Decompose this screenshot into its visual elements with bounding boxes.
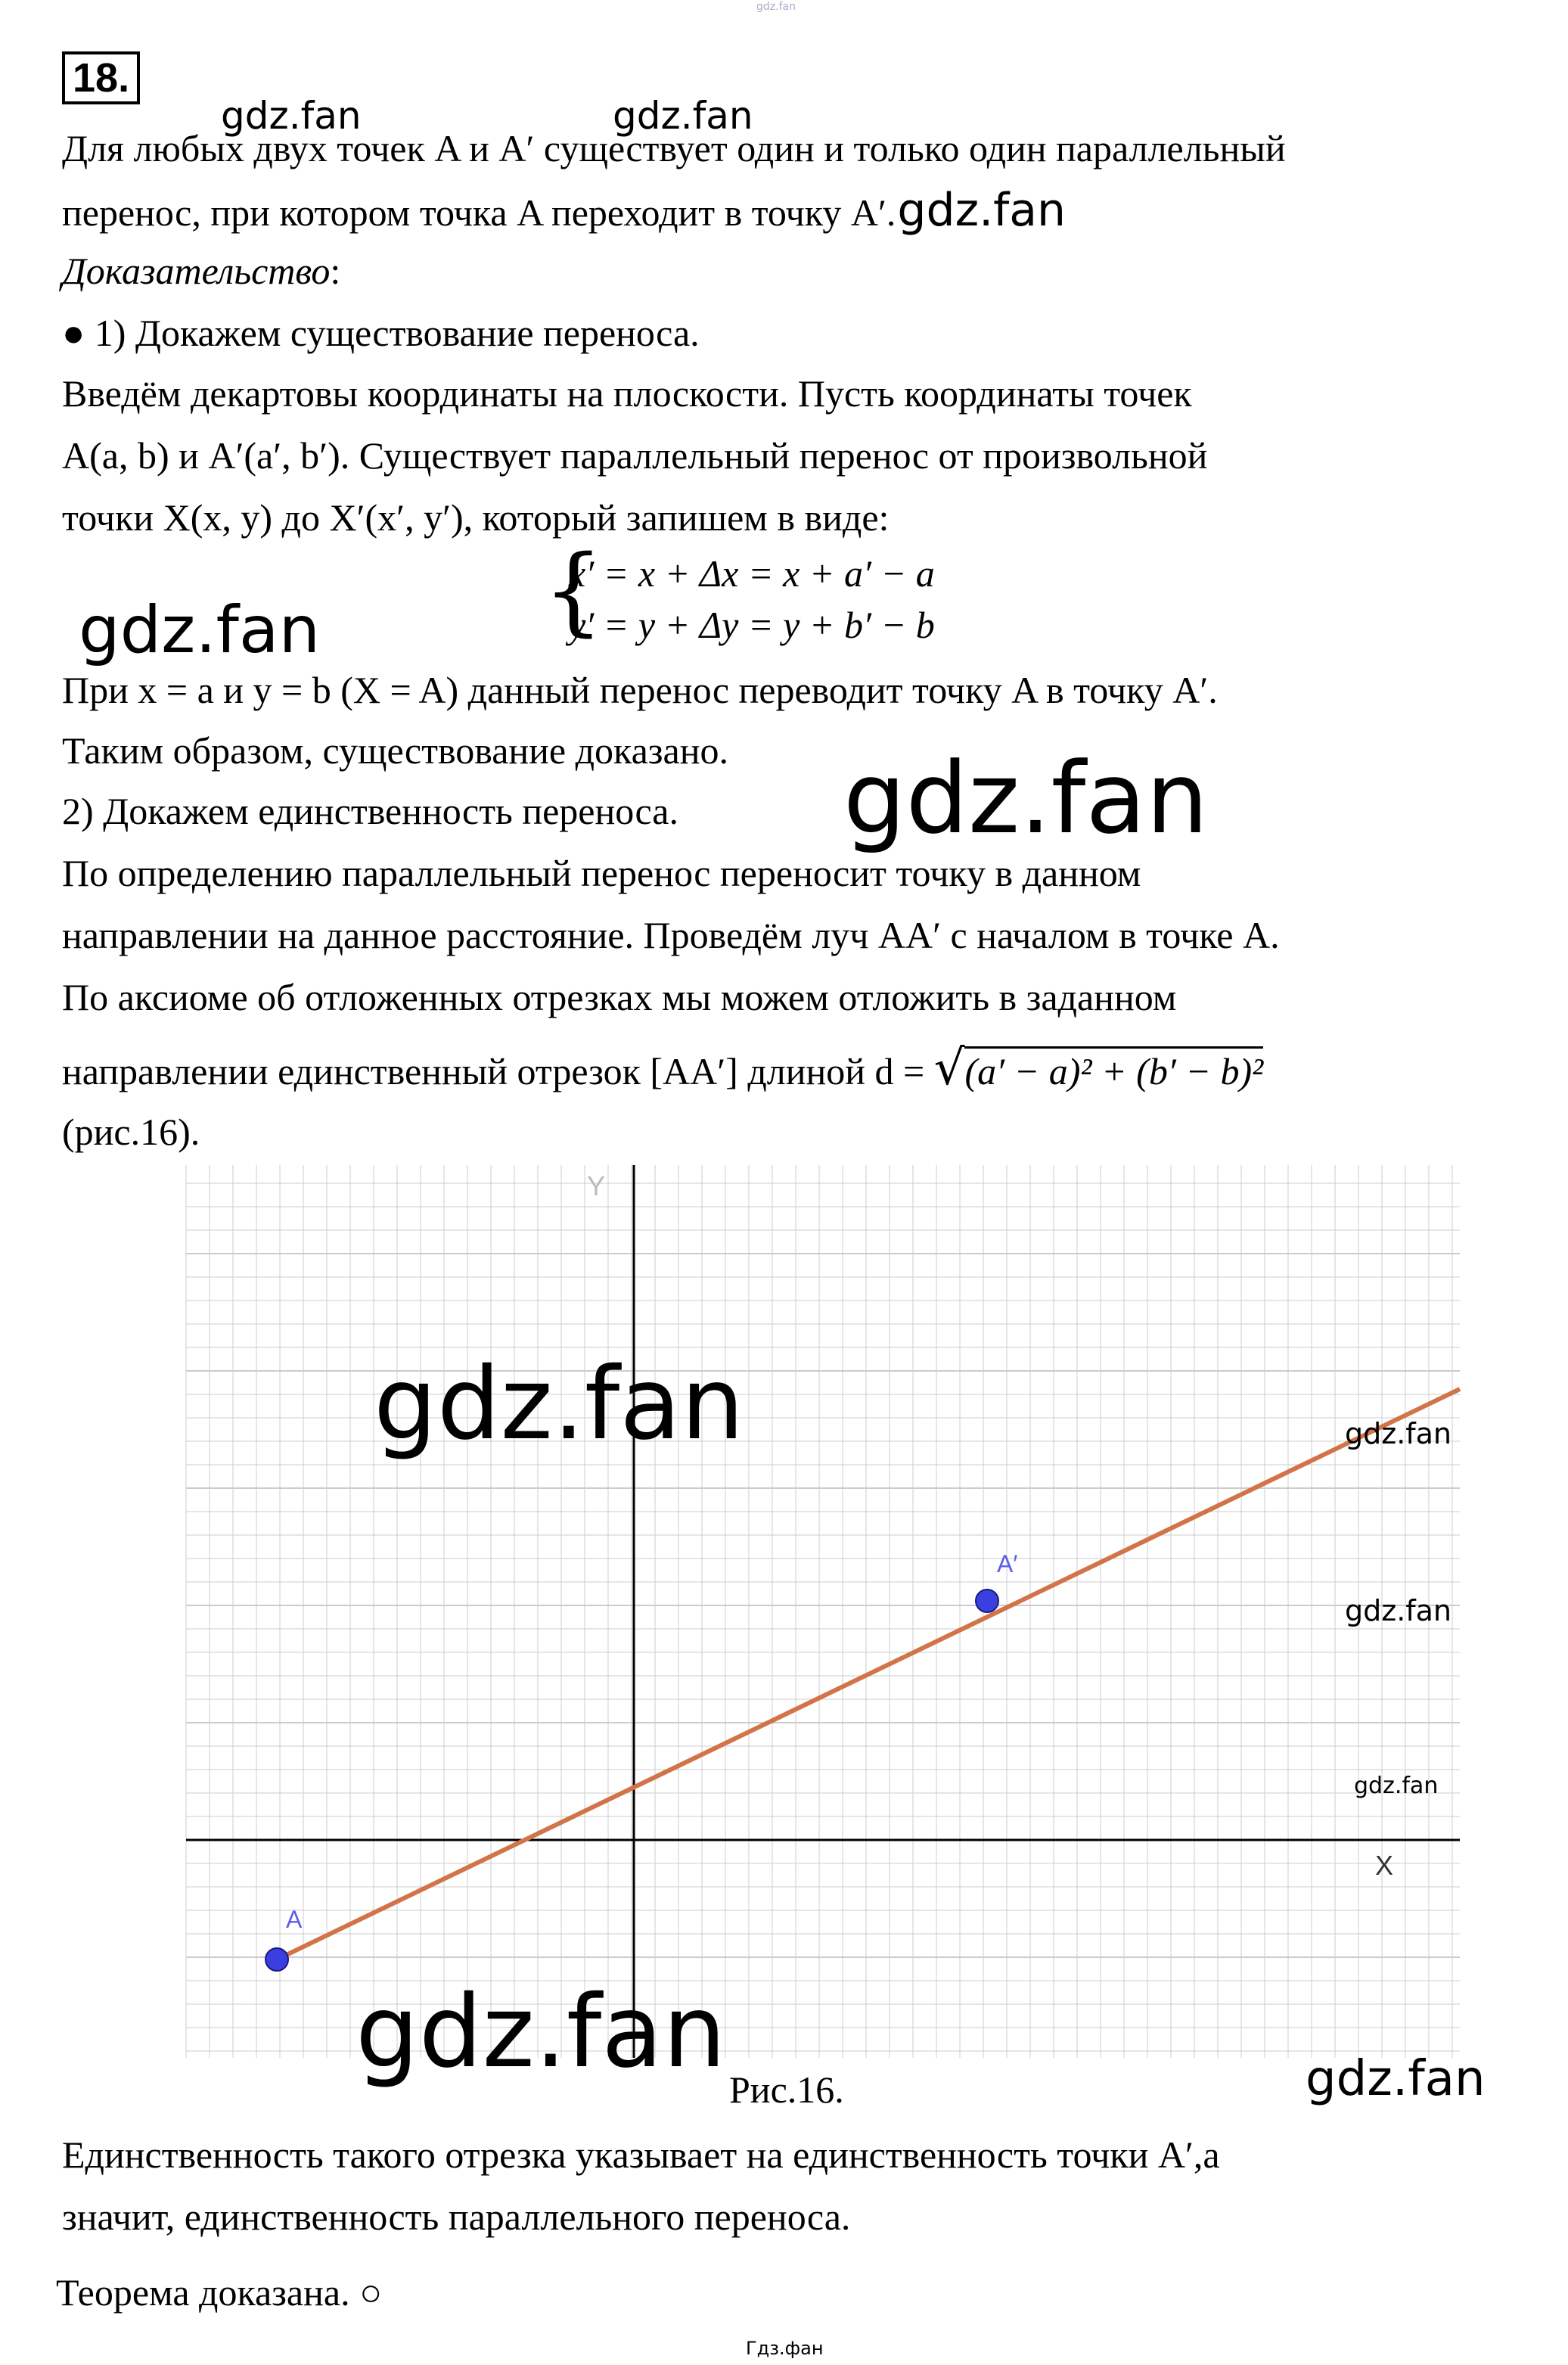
watermark: gdz.fan — [1345, 1417, 1452, 1450]
x-axis-label: X — [1375, 1850, 1394, 1881]
paragraph1-line-3: точки X(x, y) до X′(x′, y′), который запишем в виде: — [62, 496, 890, 539]
sqrt-sign: √ — [933, 1040, 965, 1096]
watermark: gdz.fan — [1306, 2051, 1486, 2107]
watermark: gdz.fan — [356, 1974, 726, 2090]
figure-caption: Рис.16. — [729, 2068, 844, 2111]
watermark: gdz.fan — [1345, 1594, 1452, 1627]
watermark: gdz.fan — [1354, 1773, 1439, 1799]
statement-line-2-text: перенос, при котором точка A переходит в точку A′. — [62, 191, 896, 234]
header-watermark: gdz.fan — [756, 1, 796, 13]
footer: Гдз.фан — [746, 2338, 824, 2359]
grid — [186, 1165, 1460, 2058]
sqrt-radicand: (a′ − a)² + (b′ − b)² — [964, 1046, 1263, 1092]
line-through-a-a2 — [277, 1389, 1460, 1959]
conclusion-line-2: значит, единственность параллельного переноса. — [62, 2196, 851, 2238]
paragraph2-line-1: При x = a и y = b (X = A) данный перенос переводит точку A в точку A′. — [62, 669, 1218, 711]
watermark: gdz.fan — [843, 741, 1209, 856]
y-axis-label: Y — [587, 1170, 606, 1201]
watermark: gdz.fan — [897, 184, 1067, 237]
paragraph3-line-1: По определению параллельный перенос переносит точку в данном — [62, 852, 1141, 894]
paragraph3-line-2: направлении на данное расстояние. Проведём луч AA′ с началом в точке A. — [62, 914, 1280, 956]
point-a2 — [976, 1590, 998, 1612]
watermark: gdz.fan — [79, 592, 321, 668]
system-brace: { — [543, 535, 604, 646]
conclusion-line-1: Единственность такого отрезка указывает на единственность точки A′,а — [62, 2133, 1220, 2176]
proof-label-text: Доказательство — [62, 250, 331, 292]
paragraph2-line-2: Таким образом, существование доказано. — [62, 729, 728, 772]
task-number: 18. — [62, 51, 140, 104]
theorem-end: Теорема доказана. ○ — [56, 2271, 383, 2314]
paragraph3-line-3: По аксиоме об отложенных отрезках мы можем отложить в заданном — [62, 976, 1177, 1018]
point-a2-label: A′ — [997, 1550, 1018, 1577]
point-a-label: A — [286, 1906, 303, 1933]
watermark: gdz.fan — [374, 1346, 744, 1462]
statement-line-1: Для любых двух точек A и A′ существует один и только один параллельный — [62, 127, 1286, 169]
paragraph3-line-4-text: направлении единственный отрезок [AA′] длиной d = — [62, 1050, 934, 1092]
point-a — [265, 1948, 288, 1971]
paragraph3-line-5: (рис.16). — [62, 1111, 200, 1153]
paragraph1-line-1: Введём декартовы координаты на плоскости. Пусть координаты точек — [62, 372, 1192, 415]
uniqueness-heading: 2) Докажем единственность переноса. — [62, 790, 678, 832]
system-eq-1: x′ = x + Δx = x + a′ − a — [569, 552, 935, 595]
paragraph1-line-2: A(a, b) и A′(a′, b′). Существует параллельный перенос от произвольной — [62, 434, 1208, 477]
watermark: gdz.fan — [613, 94, 753, 138]
system-eq-2: y′ = y + Δy = y + b′ − b — [569, 604, 935, 646]
proof-label-colon: : — [330, 250, 341, 292]
watermark: gdz.fan — [221, 94, 362, 138]
existence-heading: ● 1) Докажем существование переноса. — [62, 312, 700, 354]
